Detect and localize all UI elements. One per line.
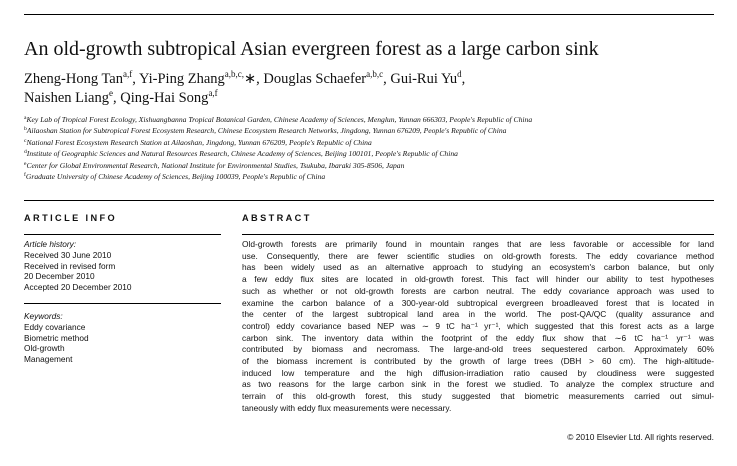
author <box>24 71 139 87</box>
abstract-line: of the biomass increment is contributed by the growth of large trees (DBH > 60 cm). The high-altitude- <box>242 356 714 367</box>
abstract-heading: ABSTRACT <box>242 213 312 223</box>
abstract-line: control) eddy covariance based NEP was ∼ 9 tC ha⁻¹ yr⁻¹, which suggested that this forest acts as a large <box>242 320 714 331</box>
article-info-heading: ARTICLE INFO <box>24 213 118 223</box>
affiliation-key: e <box>24 160 27 167</box>
author-affiliation-mark: a,f <box>208 88 218 98</box>
author <box>120 90 217 106</box>
affiliation <box>24 160 714 171</box>
article-title: An old-growth subtropical Asian evergreen forest as a large carbon sink <box>24 38 599 60</box>
keyword: Biometric method <box>24 332 89 343</box>
affiliation <box>24 137 714 148</box>
author-separator: , <box>132 71 139 87</box>
author-affiliation-mark: d <box>457 69 462 79</box>
keyword: Old-growth <box>24 343 65 354</box>
affiliation-text: Key Lab of Tropical Forest Ecology, Xishuangbanna Tropical Botanical Garden, Chinese Academy of Sciences, Menglun, Yunnan 666303, People's Republic of China <box>26 115 533 124</box>
affiliation-list <box>24 114 714 182</box>
author-separator: , <box>112 90 121 106</box>
author-name: Douglas Schaefer <box>263 71 367 87</box>
abstract-line: the center of the largest subtropical land area in the world. The post-QA/QC (quality assurance and <box>242 309 714 320</box>
abstract-line: taneously with eddy flux measurements were necessary. <box>242 402 452 413</box>
affiliation-key: c <box>24 137 27 144</box>
affiliation <box>24 114 714 125</box>
author-name: Naishen Liang <box>24 90 109 106</box>
abstract-line: carbon sink. The inventory data within the footprint of the eddy flux show that ∼6 tC ha⁻¹ yr⁻¹ was <box>242 332 714 343</box>
abstract-line: induced low temperature and the high diffusion-irradiation ratio caused by cloudiness were suggested <box>242 367 714 378</box>
abstract-line: contributed by biomass and necromass. The large-and-old trees sequestered carbon. Approximately 60% <box>242 344 714 355</box>
affiliation-text: Ailaoshan Station for Subtropical Forest Ecosystem Research, Chinese Ecosystem Research Networks, Jingdong, Yunnan 676209, People's Republic of China <box>26 126 507 136</box>
keywords-rule <box>24 303 221 304</box>
author-name: Zheng-Hong Tan <box>24 71 123 87</box>
abstract-rule <box>242 234 714 235</box>
abstract-line: as two reasons for the large carbon sink in the forest we studied. To analyze the complex structure and <box>242 379 714 390</box>
article-history <box>24 239 224 293</box>
affiliation <box>24 125 714 136</box>
article-history-label: Article history: <box>24 239 77 249</box>
corresponding-author-mark: ∗ <box>244 71 257 87</box>
author-name: Gui-Rui Yu <box>390 71 458 87</box>
author <box>390 71 465 87</box>
affiliation-key: d <box>24 149 27 156</box>
author-name: Yi-Ping Zhang <box>138 71 225 87</box>
history-line: Received in revised form <box>24 260 116 271</box>
author-affiliation-mark: a,b,c, <box>224 69 245 79</box>
history-line: 20 December 2010 <box>24 271 95 282</box>
abstract-text <box>242 239 714 415</box>
affiliation <box>24 171 714 182</box>
affiliation-key: a <box>24 115 27 121</box>
copyright-notice: © 2010 Elsevier Ltd. All rights reserved. <box>567 432 714 442</box>
abstract-line: such as whether or not old-growth forests are carbon neutral. The eddy covariance approach was used to <box>242 285 714 296</box>
author-separator: , <box>383 71 391 87</box>
abstract-line: use. Consequently, there are fewer scientific studies on old-growth forests. The eddy covariance method <box>242 250 714 261</box>
author <box>24 90 120 106</box>
header-divider <box>24 200 714 201</box>
author-affiliation-mark: e <box>108 88 113 98</box>
affiliation-text: National Forest Ecosystem Research Station at Ailaoshan, Jingdong, Yunnan 676209, People's Republic of China <box>26 137 372 147</box>
abstract-line: a few eddy flux sites are located in old-growth forest. This fact will hinder our ability to test hypotheses <box>242 274 714 285</box>
abstract-line: terrain of this old-growth forest, this study suggested that biometric measurements carried out simul- <box>242 391 714 402</box>
author-name: Qing-Hai Song <box>120 90 209 106</box>
affiliation-key: b <box>24 126 27 133</box>
abstract-line: examine the carbon balance of a 300-year-old subtropical evergreen broadleaved forest that is located in <box>242 297 714 308</box>
keywords-label: Keywords: <box>24 311 63 321</box>
affiliation-text: Graduate University of Chinese Academy of Sciences, Beijing 100039, People's Republic of China <box>25 172 326 182</box>
author-separator: , <box>256 71 264 87</box>
keywords <box>24 311 224 365</box>
history-line: Received 30 June 2010 <box>24 249 112 260</box>
abstract-line: Old-growth forests are primarily found in mountain ranges that are less favorable or accessible for land <box>242 239 714 249</box>
author <box>139 71 263 87</box>
author <box>263 71 390 87</box>
affiliation-key: f <box>24 172 26 179</box>
author-separator: , <box>461 71 466 87</box>
keyword: Management <box>24 354 73 365</box>
author-affiliation-mark: a,b,c <box>366 69 384 79</box>
top-rule <box>24 14 714 15</box>
author-affiliation-mark: a,f <box>123 69 133 79</box>
history-line: Accepted 20 December 2010 <box>24 282 132 293</box>
abstract-line: has been widely used as an alternative approach to studying an ecosystem's carbon balance, but only <box>242 262 714 273</box>
author-list <box>24 70 704 108</box>
affiliation <box>24 148 714 159</box>
keyword: Eddy covariance <box>24 321 86 332</box>
affiliation-text: Institute of Geographic Sciences and Natural Resources Research, Chinese Academy of Sciences, Beijing 100101, People's Republic of China <box>26 149 458 159</box>
affiliation-text: Center for Global Environmental Research, National Institute for Environmental Studies, Tsukuba, Ibaraki 305-8506, Japan <box>26 160 405 170</box>
article-info-rule <box>24 234 221 235</box>
